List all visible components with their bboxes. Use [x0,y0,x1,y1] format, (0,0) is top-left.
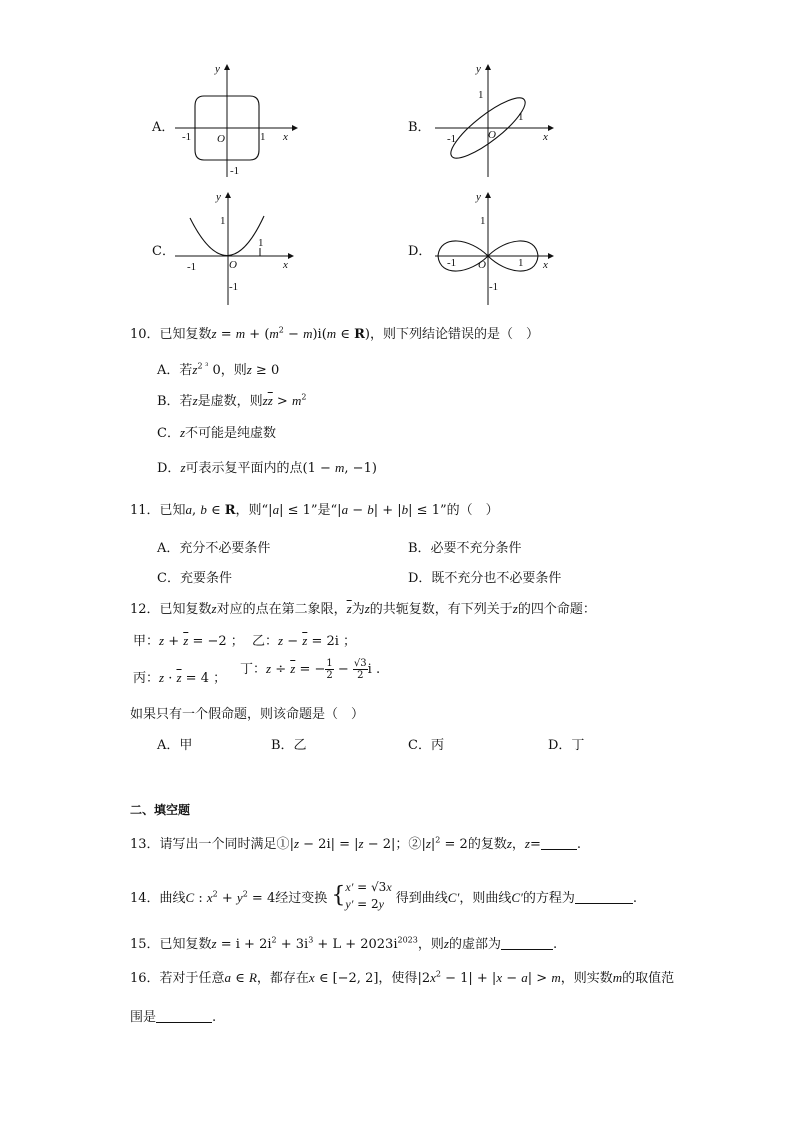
svg-text:1: 1 [518,257,524,269]
q12-option-b[interactable]: B．乙 [271,738,307,753]
q11-option-a[interactable]: A．充分不必要条件 [157,541,271,556]
q12-option-c[interactable]: C．丙 [408,738,444,753]
q11-option-b[interactable]: B．必要不充分条件 [408,541,522,556]
svg-text:O: O [488,129,496,141]
svg-text:-1: -1 [447,257,457,269]
q14-answer-blank[interactable] [575,891,633,904]
svg-text:-1: -1 [489,281,499,293]
option-d-label: D． [408,244,432,259]
q13-stem: 13．请写出一个同时满足①|z − 2i| = |z − 2|；$②|z|^2 = 2$的复数z，z= . [130,835,582,852]
svg-text:y: y [215,63,220,75]
q10-option-b[interactable]: B．若z是虚数，则$z\overline{z} > m^2$ [157,392,307,409]
q10-option-a[interactable]: A．若$z^{2 ^3}$ 0，则z ≥ 0 [157,361,280,378]
q12-option-d[interactable]: D．丁 [548,738,585,753]
svg-text:y: y [216,191,221,203]
q12-option-a[interactable]: A．甲 [157,738,193,753]
svg-text:-1: -1 [447,133,457,145]
q13-answer-blank[interactable] [541,837,577,850]
svg-text:1: 1 [260,131,266,143]
svg-text:-1: -1 [230,165,240,177]
svg-text:1: 1 [478,89,484,101]
q16-stem-line2: 围是 . [130,1010,217,1025]
q12-question: 如果只有一个假命题，则该命题是（ ） [130,707,365,722]
option-a-label: A． [152,120,175,135]
svg-text:1: 1 [518,111,524,123]
svg-text:y: y [476,191,481,203]
q15-answer-blank[interactable] [501,937,553,950]
section-heading-fill-in: 二、填空题 [130,803,191,817]
q12-stem: 12．已知复数z对应的点在第二象限，$\overline{z}$为z的共轭复数，有下列关于z的四个命题： [130,601,596,617]
svg-text:x: x [543,131,548,143]
q12-proposition-yi: 乙：$z - \overline{z} = 2i$ ； [252,633,357,649]
svg-text:x: x [283,259,288,271]
q10-stem: 10．已知复数$z = m + (m^2 - m)i(m$ ∈ R)，则下列结论错误的是（ ） [130,325,539,342]
q12-proposition-bing: 丙：$z \cdot \overline{z} = 4$ ； [133,670,227,686]
graph-c [170,190,300,310]
svg-text:1: 1 [480,215,486,227]
q10-option-c[interactable]: C．z不可能是纯虚数 [157,425,277,441]
svg-text:1: 1 [220,215,226,227]
graph-d [430,190,560,310]
q11-option-d[interactable]: D．既不充分也不必要条件 [408,571,562,586]
svg-text:y: y [476,63,481,75]
svg-text:O: O [478,259,486,271]
svg-text:x: x [543,259,548,271]
svg-text:O: O [229,259,237,271]
option-c-label: C． [152,244,175,259]
curve-c [190,216,264,256]
q16-answer-blank[interactable] [156,1010,212,1023]
q12-proposition-jia: 甲：$z + \overline{z} = -2$ ； [133,633,244,649]
svg-text:-1: -1 [182,131,192,143]
svg-text:-1: -1 [187,261,197,273]
q12-proposition-ding: 丁：$z \div \overline{z}$ = − $\frac{1}{2}$ − $\frac{√3}{2}$ i . [240,658,381,681]
q11-stem: 11．已知a, b ∈ R，则“|a| ≤ 1”是“|a − b| + |b| ≤ 1”的（ ） [130,502,499,518]
graph-a [170,62,300,182]
q15-stem: 15．已知复数$z = i + 2i^2 + 3i^3 + L + 2023i^{2023}$，则z的虚部为 . [130,935,558,952]
svg-text:-1: -1 [229,281,239,293]
svg-text:1: 1 [258,237,264,249]
q10-option-d[interactable]: D．z可表示复平面内的点(1 − m, −1) [157,460,377,476]
option-b-label: B． [408,120,431,135]
svg-text:O: O [217,133,225,145]
q14-stem: 14．曲线C : $x^2 + y^2 = 4$经过变换 { x′ = √3x y′ = 2y 得到曲线C′，则曲线C′的方程为 . [130,880,637,911]
q16-stem: 16．若对于任意a ∈ R，都存在x ∈ [−2, 2]，使得$|2x^2 - 1| + |x - a| > m$，则实数m的取值范 [130,969,675,986]
svg-text:x: x [283,131,288,143]
graph-b [430,62,560,182]
q11-option-c[interactable]: C．充要条件 [157,571,232,586]
